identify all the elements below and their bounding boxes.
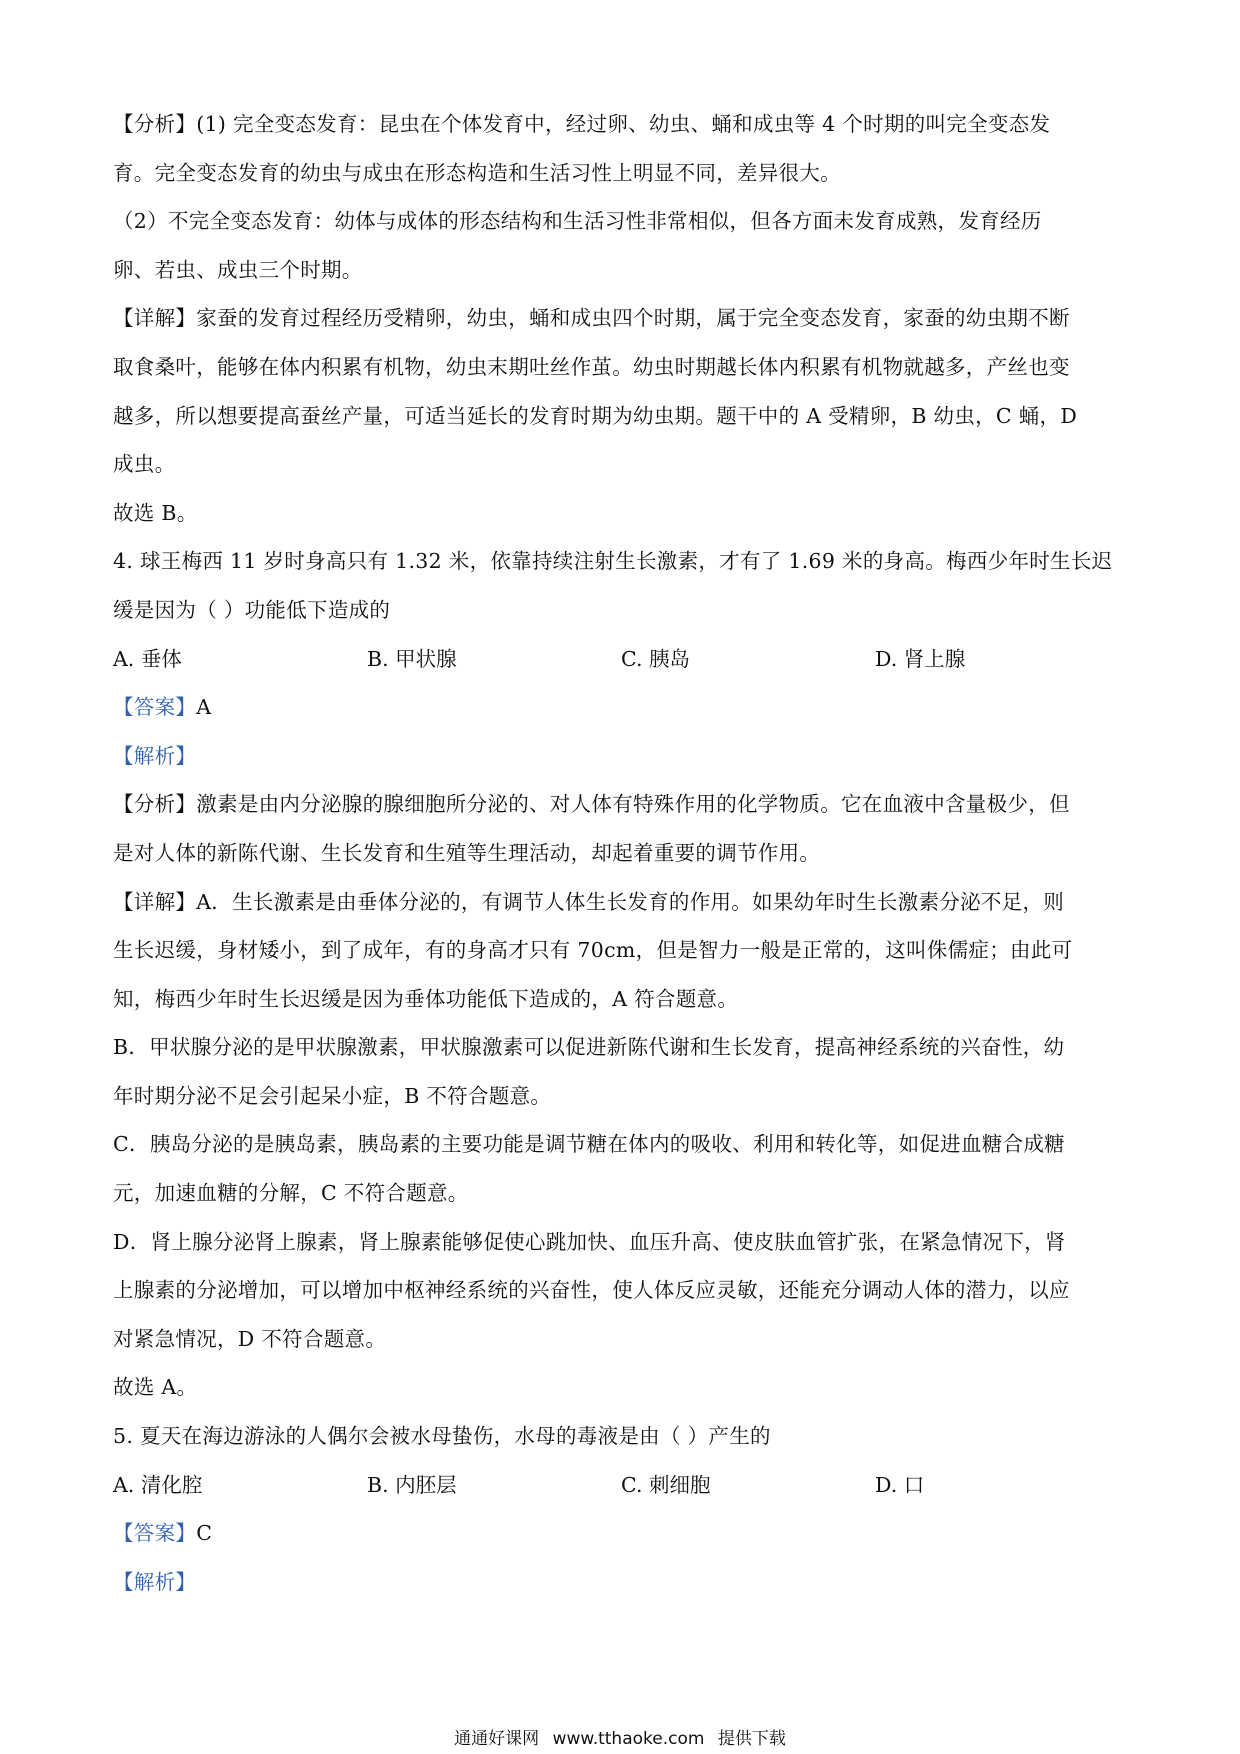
question-4-explain-heading [113,732,1129,781]
question-4-stem-line-2: 缓是因为（ ）功能低下造成的 [113,597,391,622]
detail-tag: 【详解】 [113,889,197,914]
question-4-options [113,635,1129,684]
answer-tag: 【答案】 [113,695,197,720]
footer-suffix: 提供下载 [717,1729,786,1749]
question-5-options [113,1461,1129,1510]
option-b: B. 甲状腺 [367,646,457,671]
question-4-stem-line-1: 4. 球王梅西 11 岁时身高只有 1.32 米，依靠持续注射生长激素，才有了 1.69 米的身高。梅西少年时生长迟 [113,549,1113,574]
detail-line-3: 越多，所以想要提高蚕丝产量，可适当延长的发育时期为幼虫期。题干中的 A 受精卵，B 幼虫，C 蛹，D [113,403,1078,428]
q4-detail-line-3: 知，梅西少年时生长迟缓是因为垂体功能低下造成的，A 符合题意。 [113,986,739,1011]
detail-line-1 [113,294,1129,343]
q4-detail-line-8: D．肾上腺分泌肾上腺素，肾上腺素能够促使心跳加快、血压升高、使皮肤血管扩张，在紧急情况下，肾 [113,1229,1066,1254]
q4-detail-line-6: C．胰岛分泌的是胰岛素，胰岛素的主要功能是调节糖在体内的吸收、利用和转化等，如促进血糖合成糖 [113,1132,1065,1157]
q4-detail-line-2: 生长迟缓，身材矮小，到了成年，有的身高才只有 70cm，但是智力一般是正常的，这叫侏儒症；由此可 [113,938,1073,963]
footer-site-name: 通通好课网 [454,1729,540,1749]
question-5-stem: 5. 夏天在海边游泳的人偶尔会被水母蛰伤，水母的毒液是由（ ）产生的 [113,1424,771,1449]
option-a: A. 清化腔 [113,1472,203,1497]
q4-analysis-line-2: 是对人体的新陈代谢、生长发育和生殖等生理活动，却起着重要的调节作用。 [113,840,821,865]
question-5-answer [113,1509,1129,1558]
q4-detail-line-1 [113,878,1129,927]
question-5-explain-heading [113,1558,1129,1607]
q4-detail-line-9: 上腺素的分泌增加，可以增加中枢神经系统的兴奋性，使人体反应灵敏，还能充分调动人体的潜力，以应 [113,1278,1070,1303]
option-d: D. 口 [875,1472,925,1497]
option-d: D. 肾上腺 [875,646,966,671]
option-c: C. 胰岛 [621,646,690,671]
footer-url[interactable]: www.tthaoke.com [552,1729,705,1749]
explain-tag: 【解析】 [113,1569,197,1594]
explain-tag: 【解析】 [113,743,197,768]
analysis-tag: 【分析】 [113,792,197,817]
detail-line-2: 取食桑叶，能够在体内积累有机物，幼虫末期吐丝作茧。幼虫时期越长体内积累有机物就越多，产丝也变 [113,354,1070,379]
option-a: A. 垂体 [113,646,182,671]
analysis-tag: 【分析】 [113,112,197,136]
analysis-line-1 [113,100,1129,149]
detail-text: 家蚕的发育过程经历受精卵，幼虫，蛹和成虫四个时期，属于完全变态发育，家蚕的幼虫期不断 [196,306,1070,331]
q4-detail-line-4: B．甲状腺分泌的是甲状腺激素，甲状腺激素可以促进新陈代谢和生长发育，提高神经系统的兴奋性，幼 [113,1035,1065,1060]
q4-conclusion-line: 故选 A。 [113,1375,198,1400]
q4-analysis-line-1 [113,780,1129,829]
answer-tag: 【答案】 [113,1521,197,1546]
detail-line-4: 成虫。 [113,452,176,477]
detail-text: A．生长激素是由垂体分泌的，有调节人体生长发育的作用。如果幼年时生长激素分泌不足，则 [196,889,1065,914]
analysis-line-3: （2）不完全变态发育：幼体与成体的形态结构和生活习性非常相似，但各方面未发育成熟，发育经历 [113,209,1042,234]
question-4-answer [113,683,1129,732]
page-footer [0,1728,1240,1750]
conclusion-line: 故选 B。 [113,500,198,525]
q4-detail-line-5: 年时期分泌不足会引起呆小症，B 不符合题意。 [113,1083,552,1108]
detail-tag: 【详解】 [113,306,197,331]
document-page [113,100,1129,1606]
q4-detail-line-7: 元，加速血糖的分解，C 不符合题意。 [113,1181,469,1206]
answer-value: A [196,695,212,720]
analysis-text: (1) 完全变态发育：昆虫在个体发育中，经过卵、幼虫、蛹和成虫等 4 个时期的叫完全变态发 [196,112,1051,136]
option-b: B. 内胚层 [367,1472,457,1497]
analysis-line-4: 卵、若虫、成虫三个时期。 [113,257,363,282]
analysis-text: 激素是由内分泌腺的腺细胞所分泌的、对人体有特殊作用的化学物质。它在血液中含量极少，但 [196,792,1070,817]
option-c: C. 刺细胞 [621,1472,711,1497]
answer-value: C [196,1521,213,1546]
analysis-line-2: 育。完全变态发育的幼虫与成虫在形态构造和生活习性上明显不同，差异很大。 [113,160,841,185]
q4-detail-line-10: 对紧急情况，D 不符合题意。 [113,1326,387,1351]
